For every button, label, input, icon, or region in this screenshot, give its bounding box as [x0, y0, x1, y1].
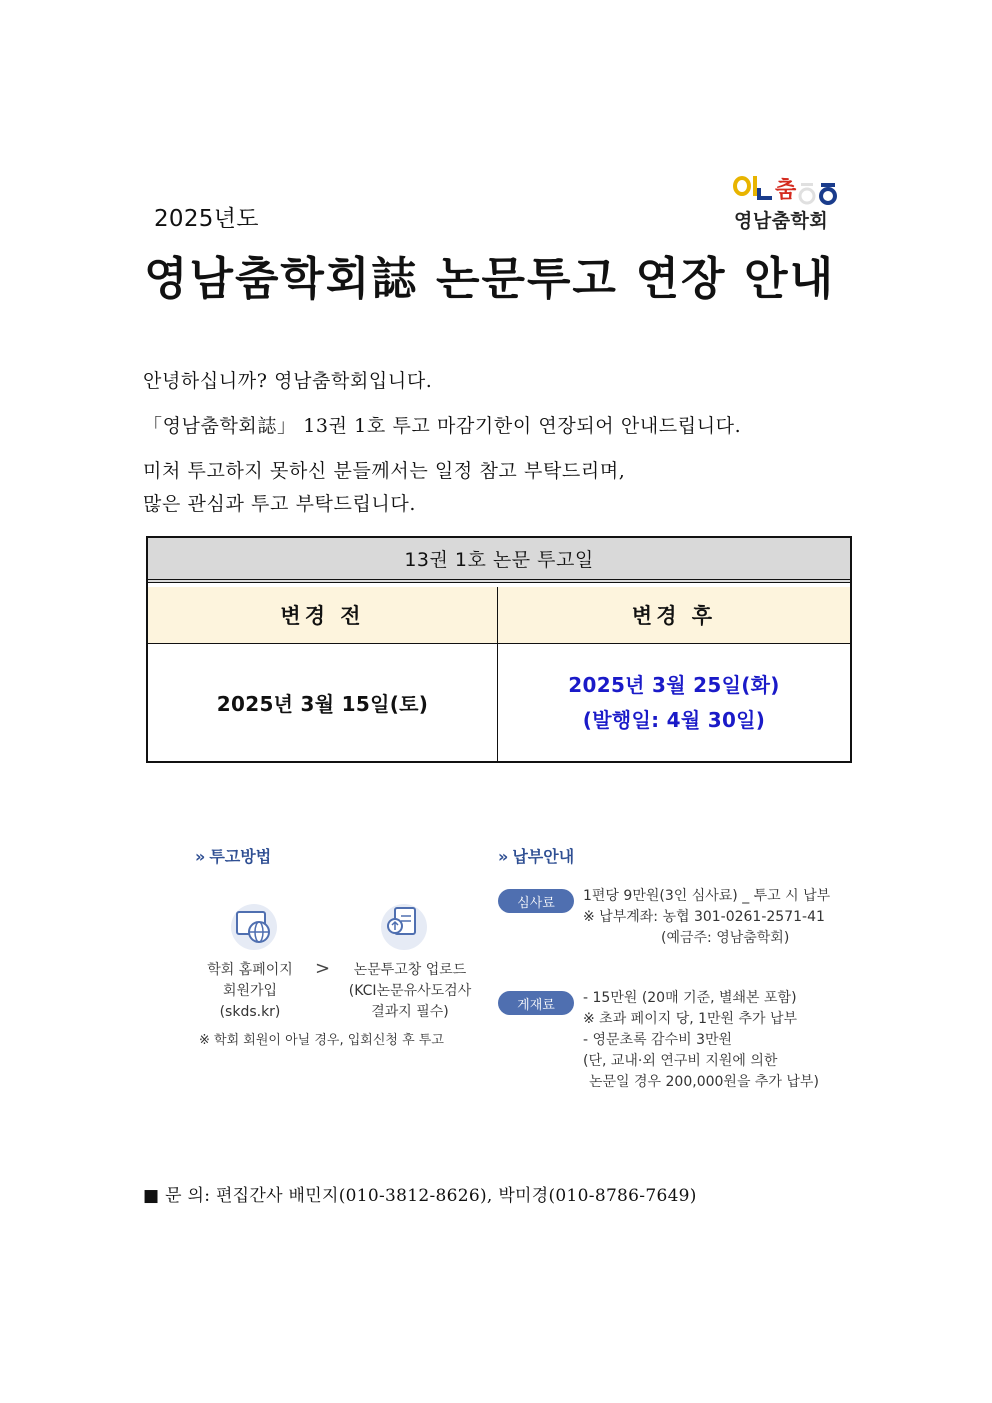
- header-year: 2025년도: [154, 206, 259, 232]
- submission-info-graphic: [195, 838, 845, 1108]
- svg-text:춤: 춤: [775, 178, 797, 203]
- publication-fee-label: 게재료: [498, 991, 574, 1015]
- double-chevron-icon: »: [195, 847, 206, 866]
- logo-graphic: [732, 172, 838, 206]
- intro-line-4: 많은 관심과 투고 부탁드립니다.: [143, 493, 416, 515]
- society-logo: [728, 172, 840, 234]
- after-date: 2025년 3월 25일(화): [568, 672, 780, 697]
- column-after: 변경 후: [498, 587, 850, 644]
- publication-fee-text: - 15만원 (20매 기준, 별쇄본 포함) ※ 초과 페이지 당, 1만원 추가 납부 - 영문초록 감수비 3만원 (단, 교내·외 연구비 지원에 의한 논문일 경우 200,000원을 추가 납부): [583, 990, 819, 1090]
- after-date-cell: [498, 644, 850, 761]
- before-date-cell: [148, 644, 498, 761]
- deadline-table: [146, 536, 852, 763]
- review-fee-label: 심사료: [498, 889, 574, 913]
- double-chevron-icon: »: [498, 847, 509, 866]
- method-section-title: » 투고방법: [195, 847, 272, 866]
- intro-line-3: 미처 투고하지 못하신 분들께서는 일정 참고 부탁드리며,: [143, 460, 626, 482]
- intro-line-2: 「영남춤학회誌」 13권 1호 투고 마감기한이 연장되어 안내드립니다.: [143, 415, 742, 437]
- globe-icon: [233, 906, 275, 948]
- logo-name: 영남춤학회: [734, 210, 829, 232]
- step1-text: 학회 홈페이지 회원가입 (skds.kr): [207, 962, 293, 1020]
- payment-section-title: » 납부안내: [498, 847, 575, 866]
- document-upload-icon: [383, 904, 425, 946]
- intro-line-1: 안녕하십니까? 영남춤학회입니다.: [143, 370, 433, 392]
- review-fee-text: 1편당 9만원(3인 심사료) _ 투고 시 납부 ※ 납부계좌: 농협 301-0261-2571-41 (예금주: 영남춤학회): [583, 888, 831, 946]
- publish-date-note: (발행일: 4월 30일): [582, 707, 766, 732]
- chevron-right-icon: >: [315, 958, 331, 979]
- column-before: 변경 전: [148, 587, 498, 644]
- table-header: 13권 1호 논문 투고일: [148, 538, 850, 583]
- page-title: 영남춤학회誌 논문투고 연장 안내: [144, 252, 836, 305]
- contact-info: ■ 문 의: 편집간사 배민지(010-3812-8626), 박미경(010-8786-7649): [143, 1186, 697, 1206]
- step2-text: 논문투고창 업로드 (KCI논문유사도검사 결과지 필수): [348, 962, 472, 1020]
- method-note: ※ 학회 회원이 아닐 경우, 입회신청 후 투고: [199, 1033, 444, 1048]
- before-date: 2025년 3월 15일(토): [216, 692, 429, 716]
